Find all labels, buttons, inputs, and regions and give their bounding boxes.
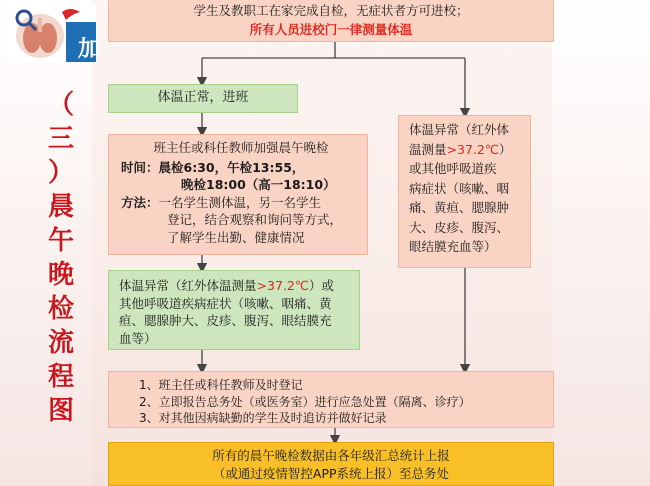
method-line1: 一名学生测体温，另一名学生 — [158, 194, 322, 210]
normal-temp-box — [108, 84, 298, 113]
abnormal-right-line2c: ） — [498, 141, 512, 157]
time-line1: 晨检6:30，午检13:55， — [158, 159, 305, 175]
title-char: 程 — [47, 362, 74, 392]
entry-check-box — [108, 0, 554, 42]
abnormal-left-line2: 其他呼吸道疾病症状（咳嗽、咽痛、黄 — [119, 295, 332, 311]
abnormal-right-box — [398, 115, 531, 268]
title-char: （ — [47, 90, 74, 120]
response-step-3: 3、对其他因病缺勤的学生及时追访并做好记录 — [139, 411, 387, 425]
abnormal-left-line4: 血等） — [119, 330, 157, 346]
abnormal-right-line2a: 温测量 — [409, 141, 447, 157]
title-char: 流 — [47, 328, 74, 358]
report-line2: （或通过疫情智控APP系统上报）至总务处 — [212, 466, 450, 481]
method-line3: 了解学生出勤、健康情况 — [167, 229, 305, 245]
time-label: 时间： — [121, 159, 159, 175]
report-box — [108, 442, 554, 486]
method-label: 方法： — [121, 194, 159, 210]
abnormal-right-threshold: >37.2℃ — [446, 141, 499, 157]
abnormal-left-box — [108, 270, 360, 350]
daily-check-heading: 班主任或科任教师加强晨午晚检 — [153, 140, 329, 155]
title-char: 三 — [47, 124, 74, 154]
abnormal-left-line1a: 体温异常（红外体温测量 — [119, 278, 257, 293]
abnormal-right-line1: 体温异常（红外体 — [409, 122, 510, 137]
title-char: 午 — [47, 226, 74, 256]
title-char: ） — [47, 158, 74, 188]
abnormal-right-line6: 大、皮疹、腹泻、 — [409, 219, 510, 235]
entry-check-line1: 学生及教职工在家完成自检，无症状者方可进校； — [193, 3, 469, 18]
logo-text: 加 — [78, 37, 101, 62]
normal-temp-text: 体温正常，进班 — [157, 90, 249, 105]
response-step-1: 1、班主任或科任教师及时登记 — [139, 378, 303, 392]
title-char: 晨 — [47, 192, 74, 222]
method-line2: 登记，结合观察和询问等方式， — [167, 212, 343, 227]
report-line1: 所有的晨午晚检数据由各年级汇总统计上报 — [212, 448, 450, 463]
abnormal-left-line1c: ）或 — [308, 278, 334, 293]
entry-check-line2: 所有人员进校门一律测量体温 — [249, 22, 413, 37]
daily-check-box — [108, 134, 368, 255]
title-char: 图 — [47, 396, 74, 426]
title-char: 晚 — [47, 260, 74, 290]
abnormal-right-line7: 眼结膜充血等） — [409, 239, 497, 254]
response-step-2: 2、立即报告总务处（或医务室）进行应急处置（隔离、诊疗） — [139, 394, 471, 409]
response-steps-box — [108, 371, 554, 428]
title-char: 检 — [47, 294, 74, 324]
abnormal-right-line5: 痛、黄疸、腮腺肿 — [409, 200, 510, 215]
abnormal-left-threshold: >37.2℃ — [256, 278, 309, 293]
time-line2: 晚检18:00（高一18:10） — [181, 177, 336, 192]
abnormal-right-line4: 病症状（咳嗽、咽 — [409, 180, 510, 196]
abnormal-right-line3: 或其他呼吸道疾 — [409, 161, 497, 176]
abnormal-left-line3: 疸、腮腺肿大、皮疹、腹泻、眼结膜充 — [119, 313, 332, 328]
